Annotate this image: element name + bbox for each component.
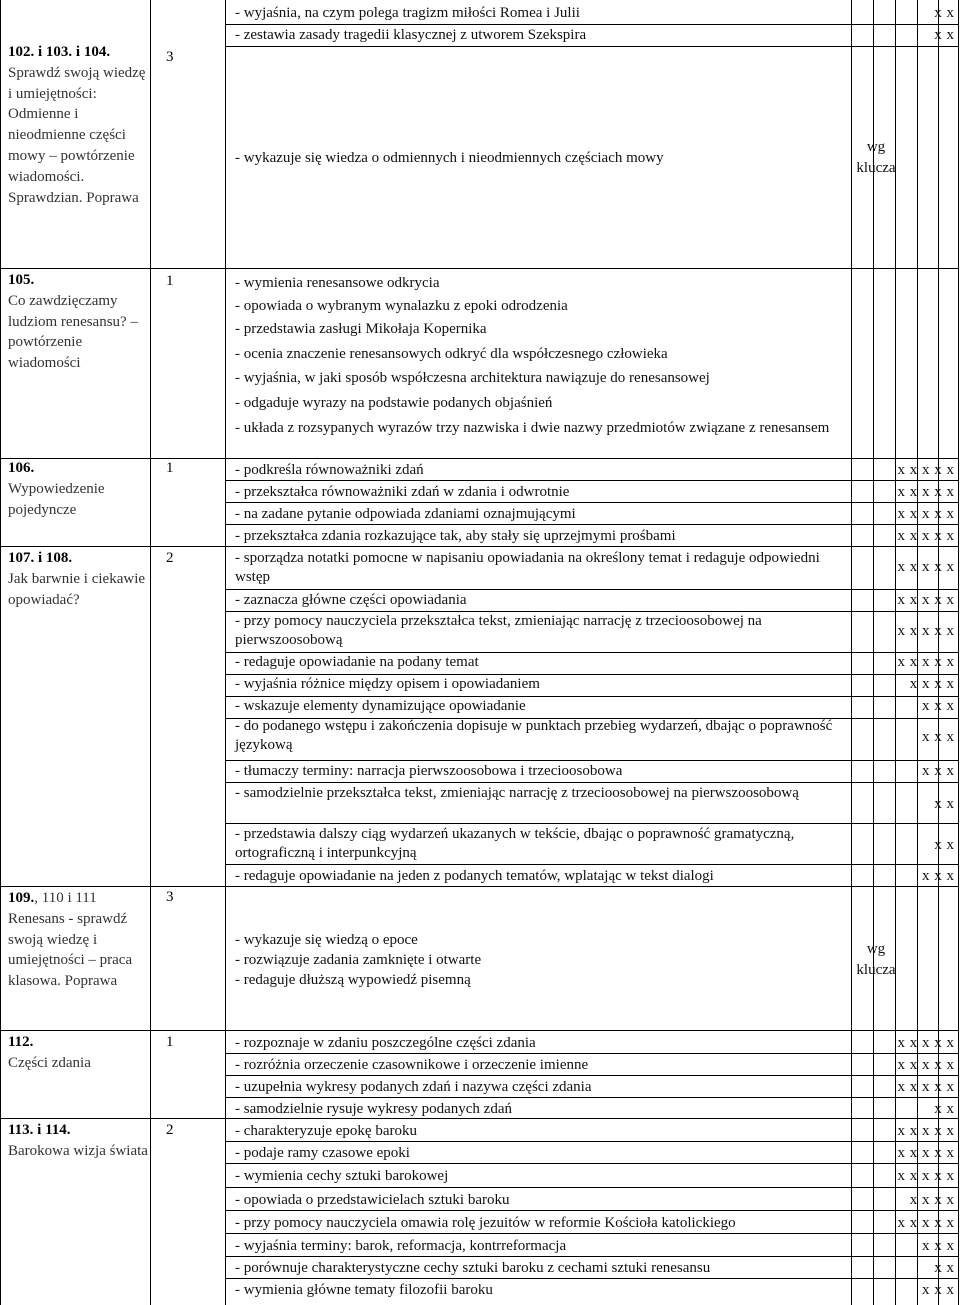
requirement-text: - przy pomocy nauczyciela przekształca tekst, zmieniając narrację z trzecioosobowej na pierwszoosobową bbox=[235, 613, 762, 648]
grade-marks: x x x x bbox=[909, 676, 954, 692]
row-divider bbox=[0, 268, 959, 269]
row-divider bbox=[225, 1075, 959, 1076]
lesson-cell bbox=[8, 888, 150, 992]
grade-marks: x x x bbox=[922, 1282, 954, 1298]
requirement-text: - redaguje opowiadanie na jeden z podanych tematów, wplatając w tekst dialogi bbox=[235, 868, 714, 884]
lesson-number: 113. i 114. bbox=[8, 1122, 71, 1138]
requirement-text: - przedstawia dalszy ciąg wydarzeń ukazanych w tekście, dbając o poprawność gramatyczną, ortograficzną i interpunkcyjną bbox=[235, 826, 795, 861]
grade-marks: x x bbox=[934, 837, 954, 853]
lesson-number: 109. bbox=[8, 890, 35, 906]
row-divider bbox=[225, 1278, 959, 1279]
hours-cell: 1 bbox=[166, 1034, 174, 1050]
grade-marks: x x x x x bbox=[897, 654, 954, 670]
row-divider bbox=[225, 1163, 959, 1164]
lesson-number: 112. bbox=[8, 1034, 34, 1050]
requirement-text: - samodzielnie rysuje wykresy podanych zdań bbox=[235, 1101, 512, 1117]
row-divider bbox=[225, 1187, 959, 1188]
row-divider bbox=[225, 1141, 959, 1142]
row-divider bbox=[225, 1097, 959, 1098]
requirement-text: - rozwiązuje zadania zamknięte i otwarte bbox=[235, 952, 482, 968]
grade-marks: x x bbox=[934, 27, 954, 43]
requirement-text: - podkreśla równoważniki zdań bbox=[235, 462, 424, 478]
grading-key-note: wg klucza bbox=[856, 139, 896, 176]
lesson-title: Jak barwnie i ciekawie opowiadać? bbox=[8, 570, 146, 608]
lesson-number: 107. i 108. bbox=[8, 550, 73, 566]
lesson-title: Co zawdzięczamy ludziom renesansu? – powtórzenie wiadomości bbox=[8, 292, 138, 372]
requirement-text: - ocenia znaczenie renesansowych odkryć dla współczesnego człowieka bbox=[235, 346, 668, 362]
lesson-cell bbox=[8, 42, 150, 208]
grade-marks: x x x x x bbox=[897, 1123, 954, 1139]
row-divider bbox=[0, 546, 959, 547]
grade-marks: x x x x x bbox=[897, 1168, 954, 1184]
lesson-cell bbox=[8, 1120, 150, 1162]
row-divider bbox=[0, 1030, 959, 1031]
grade-marks: x x x x x bbox=[897, 592, 954, 608]
requirement-text: - na zadane pytanie odpowiada zdaniami oznajmującymi bbox=[235, 506, 576, 522]
grade-marks: x x x x x bbox=[897, 1035, 954, 1051]
lesson-title: Renesans - sprawdź swoją wiedzę i umiejętności – praca klasowa. Poprawa bbox=[8, 910, 133, 990]
grade-marks: x x x x x bbox=[897, 623, 954, 639]
requirement-text: - wyjaśnia różnice między opisem i opowiadaniem bbox=[235, 676, 540, 692]
row-divider bbox=[225, 823, 959, 824]
requirement-text: - sporządza notatki pomocne w napisaniu opowiadania na określony temat i redaguje odpowiedni wstęp bbox=[235, 550, 820, 585]
requirement-text: - tłumaczy terminy: narracja pierwszoosobowa i trzecioosobowa bbox=[235, 763, 623, 779]
hours-cell: 1 bbox=[166, 273, 174, 289]
requirement-text: - zestawia zasady tragedii klasycznej z utworem Szekspira bbox=[235, 27, 587, 43]
lesson-cell bbox=[8, 1032, 150, 1074]
grade-marks: x x x bbox=[922, 729, 954, 745]
requirement-text: - wyjaśnia, na czym polega tragizm miłości Romea i Julii bbox=[235, 5, 580, 21]
requirement-text: - redaguje opowiadanie na podany temat bbox=[235, 654, 479, 670]
requirement-text: - redaguje dłuższą wypowiedź pisemną bbox=[235, 972, 471, 988]
grade-marks: x x x x x bbox=[897, 462, 954, 478]
hours-cell: 3 bbox=[166, 49, 174, 65]
row-divider bbox=[225, 782, 959, 783]
grade-marks: x x x x x bbox=[897, 506, 954, 522]
lesson-number-rest: , 110 i 111 bbox=[34, 890, 97, 906]
lesson-number: 105. bbox=[8, 272, 35, 288]
grade-marks: x x x bbox=[922, 1238, 954, 1254]
grading-key-note: wg klucza bbox=[856, 941, 896, 978]
grade-marks: x x bbox=[934, 1101, 954, 1117]
lesson-title: Wypowiedzenie pojedyncze bbox=[8, 480, 105, 518]
requirement-text: - wykazuje się wiedzą o epoce bbox=[235, 932, 418, 948]
requirement-text: - rozpoznaje w zdaniu poszczególne części zdania bbox=[235, 1035, 536, 1051]
requirement-text: - wymienia cechy sztuki barokowej bbox=[235, 1168, 449, 1184]
requirement-text: - przy pomocy nauczyciela omawia rolę jezuitów w reformie Kościoła katolickiego bbox=[235, 1215, 736, 1231]
lesson-title: Barokowa wizja świata bbox=[8, 1142, 148, 1159]
requirement-text: - wyjaśnia, w jaki sposób współczesna architektura nawiązuje do renesansowej bbox=[235, 370, 710, 386]
grade-marks: x x x x x bbox=[897, 1079, 954, 1095]
requirement-text: - do podanego wstępu i zakończenia dopisuje w punktach przebieg wydarzeń, dbając o poprawność językową bbox=[235, 718, 833, 753]
hours-cell: 2 bbox=[166, 1122, 174, 1138]
grade-marks: x x x x x bbox=[897, 484, 954, 500]
row-divider bbox=[225, 502, 959, 503]
row-divider bbox=[225, 864, 959, 865]
requirement-text: - zaznacza główne części opowiadania bbox=[235, 592, 467, 608]
requirement-text: - wymienia główne tematy filozofii baroku bbox=[235, 1282, 493, 1298]
requirement-text: - porównuje charakterystyczne cechy sztuki baroku z cechami sztuki renesansu bbox=[235, 1260, 711, 1276]
row-divider bbox=[225, 46, 959, 47]
row-divider bbox=[225, 1053, 959, 1054]
lesson-number: 106. bbox=[8, 460, 35, 476]
grade-marks: x x x x x bbox=[897, 559, 954, 575]
grade-marks: x x x bbox=[922, 698, 954, 714]
grade-marks: x x bbox=[934, 1260, 954, 1276]
requirement-text: - opowiada o wybranym wynalazku z epoki odrodzenia bbox=[235, 298, 568, 314]
row-divider bbox=[225, 1210, 959, 1211]
grade-marks: x x x x x bbox=[897, 1145, 954, 1161]
row-divider bbox=[0, 886, 959, 887]
requirement-text: - podaje ramy czasowe epoki bbox=[235, 1145, 410, 1161]
requirement-text: - odgaduje wyrazy na podstawie podanych objaśnień bbox=[235, 395, 553, 411]
grade-marks: x x x x x bbox=[897, 1215, 954, 1231]
requirement-text: - wskazuje elementy dynamizujące opowiadanie bbox=[235, 698, 526, 714]
requirement-text: - wykazuje się wiedza o odmiennych i nieodmiennych częściach mowy bbox=[235, 150, 664, 166]
row-divider bbox=[225, 1233, 959, 1234]
requirement-text: - wyjaśnia terminy: barok, reformacja, kontrreformacja bbox=[235, 1238, 567, 1254]
hours-cell: 2 bbox=[166, 550, 174, 566]
requirement-text: - charakteryzuje epokę baroku bbox=[235, 1123, 417, 1139]
lesson-cell bbox=[8, 270, 150, 374]
hours-cell: 3 bbox=[166, 889, 174, 905]
grade-marks: x x x bbox=[922, 763, 954, 779]
requirement-text: - rozróżnia orzeczenie czasownikowe i orzeczenie imienne bbox=[235, 1057, 589, 1073]
row-divider bbox=[225, 1256, 959, 1257]
row-divider bbox=[225, 524, 959, 525]
column-divider-lesson bbox=[150, 0, 151, 1305]
row-divider bbox=[225, 480, 959, 481]
lesson-title: Sprawdź swoją wiedzę i umiejętności: Odmienne i nieodmienne części mowy – powtórzenie wiadomości. Sprawdzian. Poprawa bbox=[8, 64, 146, 206]
lesson-title: Części zdania bbox=[8, 1054, 91, 1071]
table-border-left bbox=[0, 0, 1, 1305]
hours-cell: 1 bbox=[166, 460, 174, 476]
requirement-text: - przedstawia zasługi Mikołaja Kopernika bbox=[235, 321, 487, 337]
requirement-text: - przekształca zdania rozkazujące tak, aby stały się uprzejmymi prośbami bbox=[235, 528, 676, 544]
grade-marks: x x x x x bbox=[897, 1057, 954, 1073]
requirement-text: - opowiada o przedstawicielach sztuki baroku bbox=[235, 1192, 510, 1208]
grade-marks: x x x bbox=[922, 868, 954, 884]
requirement-text: - układa z rozsypanych wyrazów trzy nazwiska i dwie nazwy przedmiotów związane z renesansem bbox=[235, 420, 830, 436]
lesson-number: 102. i 103. i 104. bbox=[8, 44, 111, 60]
requirement-text: - samodzielnie przekształca tekst, zmieniając narrację z trzecioosobowej na pierwszoosobową bbox=[235, 785, 799, 801]
requirement-text: - wymienia renesansowe odkrycia bbox=[235, 275, 440, 291]
grade-marks: x x x x bbox=[909, 1192, 954, 1208]
lesson-cell bbox=[8, 548, 150, 610]
grade-marks: x x x x x bbox=[897, 528, 954, 544]
grade-marks: x x bbox=[934, 5, 954, 21]
requirement-text: - uzupełnia wykresy podanych zdań i nazywa części zdania bbox=[235, 1079, 592, 1095]
lesson-cell bbox=[8, 458, 150, 520]
grade-marks: x x bbox=[934, 796, 954, 812]
requirement-text: - przekształca równoważniki zdań w zdania i odwrotnie bbox=[235, 484, 570, 500]
